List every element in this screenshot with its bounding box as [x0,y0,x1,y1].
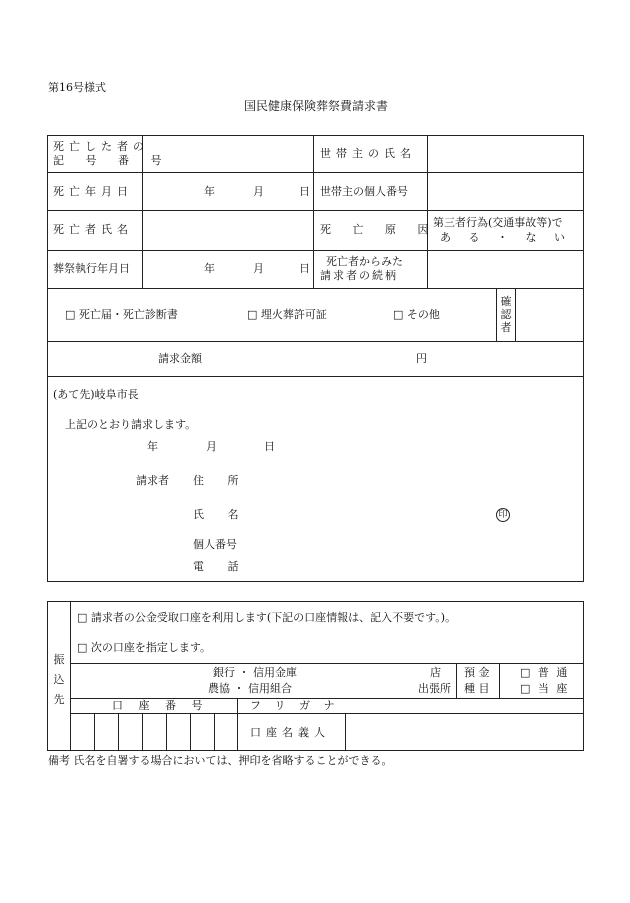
check-burial-permit[interactable]: □ 埋火葬許可証 [247,308,327,321]
relation-line-1: 死亡者からみた [326,255,403,268]
deceased-name-label: 死亡者氏名 [53,223,133,236]
request-year: 年 [147,440,158,453]
request-day: 日 [264,440,275,453]
confirmer-label: 確認者 [500,295,512,334]
relation-line-2: 請求者の続柄 [320,269,398,282]
seal-mark: 印 [496,508,510,522]
deposit-label-2: 種 目 [464,682,490,695]
transfer-side-label: 振込先 [53,653,65,706]
account-number-label: 口 座 番 号 [112,699,209,712]
check-other[interactable]: □ その他 [393,308,440,321]
claimant-label: 請求者 [136,474,169,487]
death-date-label: 死亡年月日 [53,185,133,198]
form-title: 国民健康保険葬祭費請求書 [244,99,389,113]
branch-label-1: 店 [430,666,441,679]
third-party-line-2: あ る ・ な い [440,231,572,244]
deceased-id-label-2: 記 号 番 号 [53,154,171,167]
head-mynumber-label: 世帯主の個人番号 [320,185,408,198]
furigana-label: フ リ ガ ナ [250,699,340,712]
bank-type-line-2: 農協 ・ 信用組合 [208,682,292,695]
cause-label: 死 亡 原 因 [320,223,438,236]
death-day: 日 [299,185,310,198]
deposit-type-ordinary[interactable]: □ 普 通 [520,666,570,679]
claimant-name-label: 氏 名 [193,508,249,521]
account-holder-label: 口座名義人 [250,726,330,739]
addressee: (あて先)岐阜市長 [53,388,139,401]
amount-label: 請求金額 [158,352,202,365]
death-month: 月 [253,185,264,198]
transfer-option-public-account[interactable]: □ 請求者の公金受取口座を利用します(下記の口座情報は、記入不要です。)。 [77,611,457,624]
form-number: 第16号様式 [48,81,106,94]
bank-type-line-1: 銀行 ・ 信用金庫 [213,666,297,679]
address-label: 住 所 [193,474,249,487]
request-month: 月 [206,440,217,453]
footer-note: 備考 氏名を自署する場合においては、押印を省略することができる。 [48,754,393,767]
branch-label-2: 出張所 [418,682,451,695]
phone-label: 電 話 [193,560,249,573]
deceased-id-label-1: 死亡した者の [53,140,149,153]
transfer-option-specify-account[interactable]: □ 次の口座を指定します。 [77,641,212,654]
death-year: 年 [204,185,215,198]
funeral-date-label: 葬祭執行年月日 [53,262,130,275]
deposit-label-1: 預 金 [464,666,490,679]
request-text: 上記のとおり請求します。 [65,418,197,431]
yen-unit: 円 [416,352,427,365]
mynumber-label: 個人番号 [193,538,237,551]
funeral-day: 日 [299,262,310,275]
funeral-year: 年 [204,262,215,275]
funeral-month: 月 [253,262,264,275]
check-death-certificate[interactable]: □ 死亡届・死亡診断書 [65,308,178,321]
deposit-type-current[interactable]: □ 当 座 [520,682,570,695]
third-party-line-1: 第三者行為(交通事故等)で [433,216,563,229]
head-name-label: 世帯主の氏名 [320,147,416,160]
